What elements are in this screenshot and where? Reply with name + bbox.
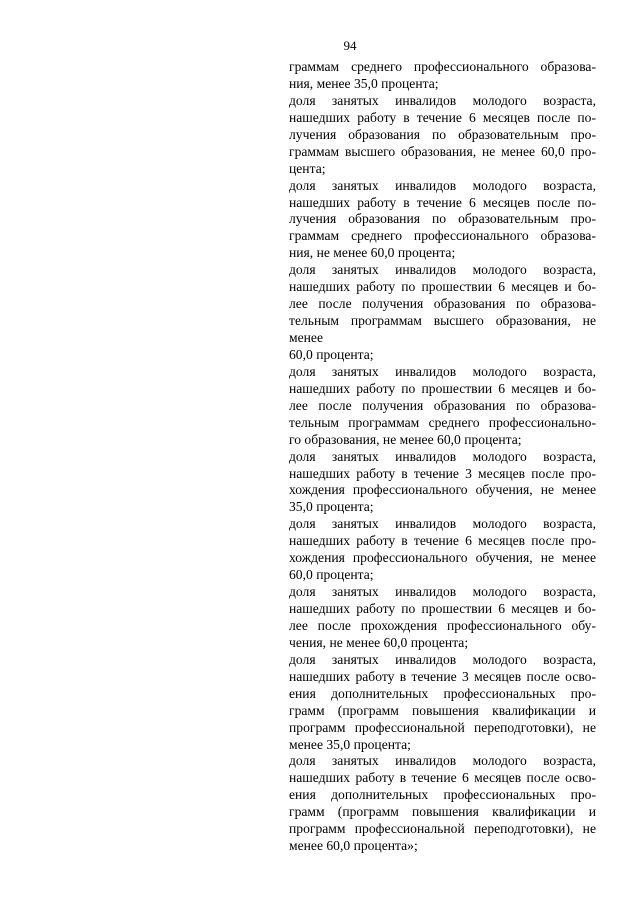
text-line: нашедших работу в течение 3 месяцев после про- — [289, 465, 596, 481]
text-line: менее — [289, 330, 323, 345]
text-line: доля занятых инвалидов молодого возраста, — [289, 651, 596, 667]
text-line: 35,0 процента; — [289, 499, 374, 515]
text-line: чения, не менее 60,0 процента; — [289, 634, 469, 650]
text-line: менее 60,0 процента»; — [289, 838, 418, 854]
text-line: ения дополнительных профессиональных про- — [289, 787, 596, 803]
document-text-column — [289, 59, 596, 855]
text-line: хождения профессионального обучения, не менее — [289, 550, 596, 566]
text-line: доля занятых инвалидов молодого возраста, — [289, 92, 596, 108]
text-line: программ профессиональной переподготовки), не — [289, 719, 596, 735]
text-line: нашедших работу в течение 6 месяцев после про- — [289, 533, 596, 549]
text-line: менее 35,0 процента; — [289, 736, 411, 752]
text-line: 60,0 процента; — [289, 346, 374, 362]
text-line: грамм (программ повышения квалификации и — [289, 702, 596, 718]
text-line: граммам высшего образования, не менее 60,0 про- — [289, 143, 596, 159]
text-line: нашедших работу по прошествии 6 месяцев и бо- — [289, 279, 596, 295]
text-line: доля занятых инвалидов молодого возраста, — [289, 448, 596, 464]
text-line: тельным программам среднего профессионально- — [289, 414, 596, 430]
text-line: нашедших работу по прошествии 6 месяцев и бо- — [289, 601, 596, 616]
text-line: лее после прохождения профессионального обу- — [289, 617, 596, 633]
text-line: доля занятых инвалидов молодого возраста, — [289, 516, 596, 532]
text-line: лее после получения образования по образова- — [289, 397, 596, 413]
text-line: граммам среднего профессионального образова- — [289, 59, 596, 74]
text-line: 60,0 процента; — [289, 567, 374, 583]
text-line: тельным программам высшего образования, не — [289, 313, 596, 329]
text-line: доля занятых инвалидов молодого возраста, — [289, 753, 596, 769]
text-line: хождения профессионального обучения, не менее — [289, 482, 596, 498]
text-line: нашедших работу в течение 3 месяцев после осво- — [289, 668, 596, 684]
text-line: цента; — [289, 160, 326, 176]
text-line: лучения образования по образовательным про- — [289, 126, 596, 142]
text-line: ения дополнительных профессиональных про- — [289, 685, 596, 701]
text-line: нашедших работу в течение 6 месяцев после по- — [289, 109, 596, 125]
text-line: нашедших работу в течение 6 месяцев после осво- — [289, 770, 596, 786]
text-line: программ профессиональной переподготовки), не — [289, 821, 596, 837]
text-line: доля занятых инвалидов молодого возраста, — [289, 363, 596, 379]
text-line: лее после получения образования по образова- — [289, 296, 596, 312]
text-line: доля занятых инвалидов молодого возраста, — [289, 262, 596, 278]
text-line: граммам среднего профессионального образова- — [289, 228, 596, 244]
text-line: нашедших работу в течение 6 месяцев после по- — [289, 194, 596, 210]
text-line: грамм (программ повышения квалификации и — [289, 804, 596, 820]
text-line: нашедших работу по прошествии 6 месяцев и бо- — [289, 380, 596, 396]
text-line: ния, менее 35,0 процента; — [289, 75, 439, 91]
text-line: лучения образования по образовательным про- — [289, 211, 596, 227]
text-line: го образования, не менее 60,0 процента; — [289, 431, 522, 447]
text-line: доля занятых инвалидов молодого возраста, — [289, 584, 596, 600]
page-number: 94 — [343, 38, 357, 53]
text-line: ния, не менее 60,0 процента; — [289, 245, 456, 261]
text-line: доля занятых инвалидов молодого возраста, — [289, 177, 596, 193]
